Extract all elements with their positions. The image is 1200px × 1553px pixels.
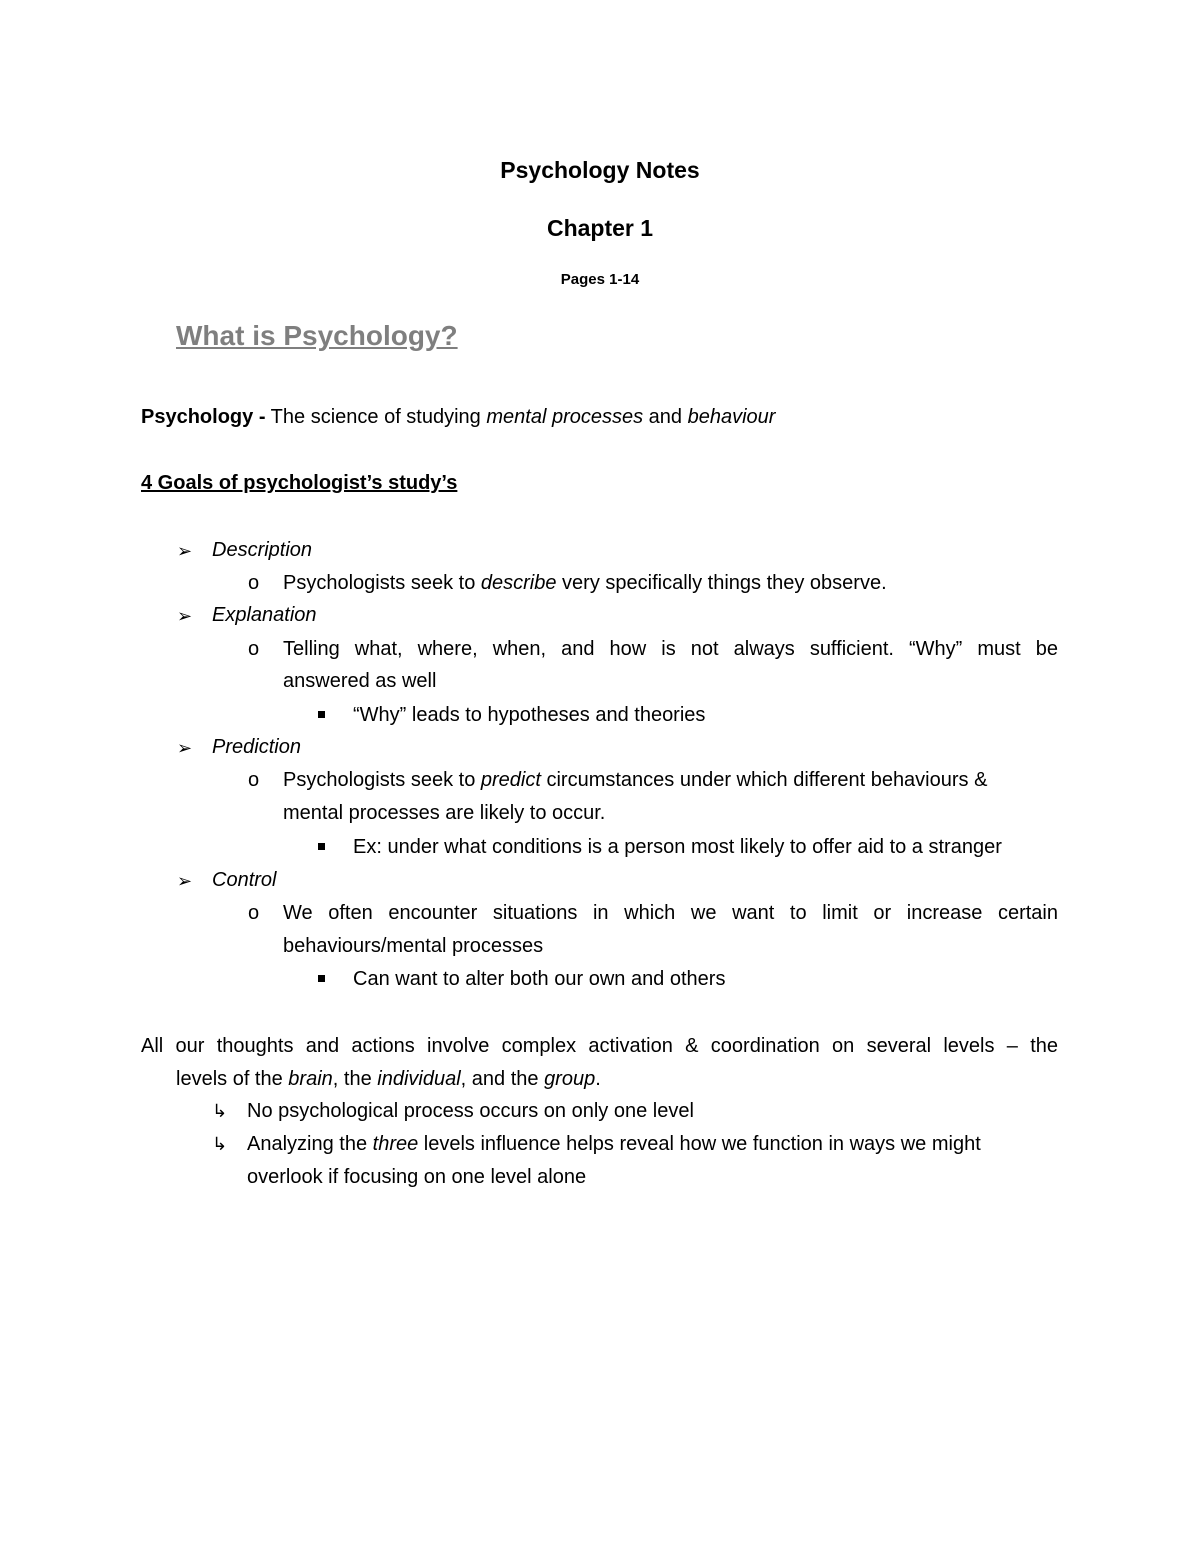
square-bullet-icon	[318, 975, 325, 982]
explanation-detail-line2: answered as well	[283, 670, 437, 692]
description-detail-italic: describe	[480, 572, 557, 594]
goal-description-label	[212, 537, 312, 563]
description-detail-end: very specifically things they observe.	[556, 572, 887, 594]
point2-start: Analyzing the	[247, 1133, 373, 1155]
levels-italic-brain: brain	[288, 1068, 333, 1090]
levels-paragraph-line2	[176, 1066, 601, 1092]
circle-bullet-icon: o	[248, 638, 260, 660]
explanation-detail-line1: Telling what, where, when, and how is not always sufficient. “Why” must be	[283, 638, 1058, 660]
point2-italic-three: three	[372, 1133, 419, 1155]
definition-italic-behaviour: behaviour	[687, 406, 776, 428]
square-bullet-icon	[318, 711, 325, 718]
control-detail-line2: behaviours/mental processes	[283, 935, 544, 957]
levels-text-c: , and the	[460, 1068, 545, 1090]
hook-arrow-icon: ↳	[212, 1101, 228, 1121]
prediction-detail-end: circumstances under which different behaviours &	[540, 769, 988, 791]
levels-text-a: levels of the	[176, 1068, 289, 1090]
arrow-bullet-icon: ➢	[177, 606, 193, 626]
square-bullet-icon	[318, 843, 325, 850]
goal-prediction-text: Prediction	[212, 736, 301, 758]
circle-bullet-icon: o	[248, 769, 260, 791]
definition-term: Psychology -	[141, 406, 266, 428]
circle-bullet-icon: o	[248, 902, 260, 924]
prediction-detail-line1	[283, 767, 987, 793]
control-subdetail: Can want to alter both our own and others	[353, 968, 726, 990]
levels-text-d: .	[595, 1068, 601, 1090]
arrow-bullet-icon: ➢	[177, 871, 193, 891]
goal-prediction-label	[212, 734, 301, 760]
circle-bullet-icon: o	[248, 572, 260, 594]
arrow-bullet-icon: ➢	[177, 541, 193, 561]
levels-point-2-line1	[247, 1131, 981, 1157]
definition-text: The science of studying	[265, 406, 487, 428]
goals-heading: 4 Goals of psychologist’s study’s	[141, 472, 458, 494]
point2-end: levels influence helps reveal how we function in ways we might	[418, 1133, 981, 1155]
chapter-heading: Chapter 1	[546, 215, 654, 241]
goal-description-detail	[283, 570, 887, 596]
control-detail-line1: We often encounter situations in which we want to limit or increase certain	[283, 902, 1058, 924]
prediction-subdetail: Ex: under what conditions is a person most likely to offer aid to a stranger	[353, 836, 1002, 858]
levels-point-1: No psychological process occurs on only one level	[247, 1100, 694, 1122]
page-range: Pages 1-14	[560, 271, 640, 288]
definition-italic-mental: mental processes	[486, 406, 644, 428]
description-detail-start: Psychologists seek to	[283, 572, 481, 594]
prediction-detail-italic: predict	[480, 769, 541, 791]
prediction-detail-start: Psychologists seek to	[283, 769, 481, 791]
goal-description-text: Description	[212, 539, 313, 561]
explanation-subdetail: “Why” leads to hypotheses and theories	[353, 704, 706, 726]
hook-arrow-icon: ↳	[212, 1134, 228, 1154]
psychology-definition	[141, 404, 775, 430]
arrow-bullet-icon: ➢	[177, 738, 193, 758]
section-heading: What is Psychology?	[176, 320, 458, 351]
prediction-detail-line2: mental processes are likely to occur.	[283, 802, 606, 824]
goal-explanation-text: Explanation	[212, 604, 317, 626]
goal-control-label	[212, 867, 276, 893]
levels-text-b: , the	[332, 1068, 378, 1090]
goal-control-text: Control	[212, 869, 277, 891]
goal-explanation-label	[212, 602, 317, 628]
levels-point-2-line2: overlook if focusing on one level alone	[247, 1166, 587, 1188]
levels-italic-group: group	[544, 1068, 596, 1090]
levels-paragraph-line1: All our thoughts and actions involve complex activation & coordination on several levels – the	[141, 1035, 1058, 1057]
levels-italic-individual: individual	[377, 1068, 461, 1090]
definition-and: and	[643, 406, 688, 428]
document-title: Psychology Notes	[500, 157, 700, 183]
